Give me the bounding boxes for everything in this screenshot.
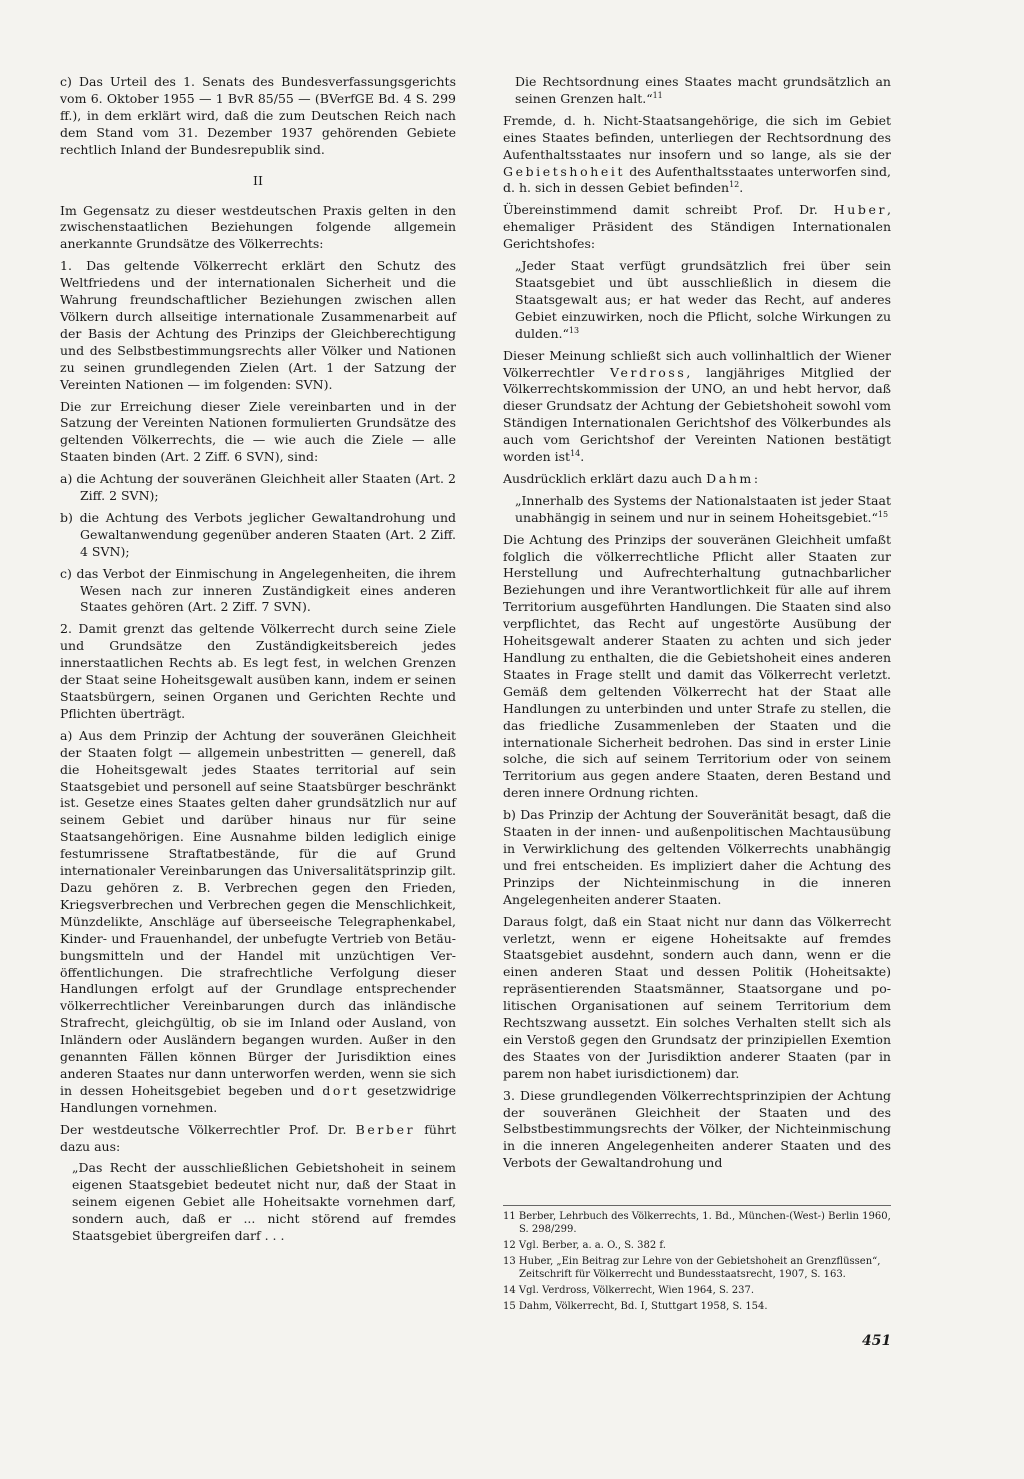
quote-continuation bbox=[503, 74, 891, 108]
paragraph-dahm-pre: Ausdrücklich erklärt dazu auch bbox=[503, 470, 703, 486]
paragraph-verdross: Dieser Meinung schließt sich auch vollinhaltlich der Wiener Völkerrechtler Verdross, langjähriges Mitglied der Völkerrechtskommission der UNO, an und hebt hervor, daß dieser Grundsatz der Achtung der Gebietshoheit sowohl vom Ständigen Internationalen Gerichtshof des Völkerbundes als auch vom Gerichtshof der Vereinten Nationen bestätigt worden ist$^{14}$. bbox=[503, 347, 892, 465]
paragraph-2a-end: gesetzwidrige Handlungen vornehmen. bbox=[60, 1082, 456, 1115]
paragraph-2a bbox=[60, 728, 456, 1117]
paragraph-berber-post: führt dazu aus: bbox=[60, 1121, 456, 1154]
paragraph-berber bbox=[60, 1122, 456, 1156]
footnote-ref-13: 13 bbox=[568, 325, 580, 335]
paragraph-c-urteil: c) Das Urteil des 1. Senats des Bundesverfassungsgerichts vom 6. Oktober 1955 — 1 BvR 85/55 — (BVerfGE Bd. 4 S. 299 ff.), in dem erklärt wird, daß die zum Deutschen Reich nach dem Stand vom 31. Dezember 1937 gehörenden Gebiete rechtlich Inland der Bundesrepublik sind. bbox=[60, 74, 456, 157]
paragraph-erreichung: Die zur Erreichung dieser Ziele vereinbarten und in der Satzung der Vereinten Nationen formulierten Grundsätze des geltenden Völkerrechts, die — wie auch die Ziele — alle Staaten binden (Art. 2 Ziff. 6 SVN), sind: bbox=[60, 398, 456, 465]
list-item-a: a) die Achtung der souveränen Gleichheit aller Staaten (Art. 2 Ziff. 2 SVN); bbox=[60, 471, 456, 504]
paragraph-verdross-post: , langjähriges Mitglied der Völkerrechtskommission der UNO, an und hebt hervor, daß dieser Grundsatz der Achtung der Gebietshoheit sowohl vom Ständigen Internationalen Gerichtshof des Völkerbundes als auch vom Gerichtshof der Vereinten Nationen bestätigt worden ist bbox=[503, 364, 892, 465]
paragraph-fremde-text: Fremde, d. h. Nicht-Staatsangehörige, die sich im Gebiet eines Staates befinden, unterliegen der Rechtsordnung des Aufenthaltsstaates nur insofern und so lange, als sie der bbox=[503, 112, 891, 162]
author-name-dahm: Dahm bbox=[706, 470, 754, 486]
paragraph-2a-text: a) Aus dem Prinzip der Achtung der souveränen Gleichheit der Staaten folgt — allgemein unbestritten — generell, daß die Hoheitsgewalt jedes Staates territorial auf sein Staatsgebiet und personell auf seine Staatsbürger beschränkt ist. Gesetze eines Staates gelten daher grundsätzlich nur auf seinem Gebiet und darüber hinaus nur für seine Staatsangehörigen. Eine Ausnahme bilden lediglich einige festumrissene Straftatbestände, für die auf Grund internationaler Vereinbarungen das Universalitätsprinzip gilt. Dazu gehören z. B. Verbrechen gegen den Frieden, Kriegsverbrechen und Verbrechen gegen die Menschlichkeit, Münzdelikte, Anschläge auf überseeische Telegraphenkabel, Kinder- und Frauenhandel, der unbefugte Vertrieb von Betäubungsmitteln und der Handel mit unzüchtigen Veröffentlichungen. Die strafrechtliche Verfolgung dieser Handlungen erfolgt auf der Grundlage entsprechender völkerrechtlicher Vereinbarungen durch das inländische Strafrecht, gleichgültig, ob sie im Inland oder Ausland, von Inländern oder Ausländern begangen wurden. Außer in den genannten Fällen können Bürger der Jurisdiktion eines anderen Staates nur dann unterworfen werden, wenn sie sich in dessen Hoheitsgebiet begeben und bbox=[60, 727, 456, 1098]
author-name-berber: Berber bbox=[355, 1121, 416, 1137]
list-item-c: c) das Verbot der Einmischung in Angelegenheiten, die ihrem Wesen nach zur inneren Zuständigkeit eines anderen Staates gehören (Art. 2 Ziff. 7 SVN). bbox=[60, 565, 456, 615]
footnote-12: 12 Vgl. Berber, a. a. O., S. 382 f. bbox=[503, 1240, 666, 1251]
author-name-verdross: Verdross bbox=[609, 364, 687, 380]
list-item-b: b) die Achtung des Verbots jeglicher Gewaltandrohung und Gewaltanwendung gegenüber anderen Staaten (Art. 2 Ziff. 4 SVN); bbox=[60, 509, 456, 559]
paragraph-1: 1. Das geltende Völkerrecht erklärt den Schutz des Weltfriedens und der internationalen Sicherheit und die Wahrung freundschaftlicher Beziehungen zwischen allen Völkern durch allseitige internationale Zusammenarbeit auf der Basis der Achtung des Prinzips der Gleichberechtigung und des Selbstbestimmungsrechts aller Völker und Nationen zu seinen grundlegenden Zielen (Art. 1 der Satzung der Vereinten Nationen — im folgenden: SVN). bbox=[60, 258, 456, 392]
footnotes bbox=[503, 1205, 891, 1316]
footnote-ref-15: 15 bbox=[877, 509, 889, 519]
paragraph-dahm bbox=[503, 471, 891, 488]
paragraph-achtung: Die Achtung des Prinzips der souveränen Gleichheit umfaßt folglich die völkerrechtliche Pflicht aller Staaten zur Herstellung und Aufrechterhaltung gutnachbarlicher Beziehungen und ihre Verantwortlichkeit für alle auf ihrem Territorium ausgeführten Handlungen. Die Staaten sind also verpflichtet, das Recht auf ungestörte Ausübung der Hoheitsgewalt anderer Staaten zu achten und sich jeder Handlung zu enthalten, die die Gebietshoheit eines anderen Staates in Frage stellt und damit das Völkerrecht verletzt. Gemäß dem geltenden Völkerrecht hat der Staat alle Handlungen zu unterbinden und unter Strafe zu stellen, die das friedliche Zusammenleben der Staaten und die internationale Sicherheit bedrohen. Das sind in erster Linie solche, die sich auf seinem Territorium oder von seinem Territorium aus gegen andere Staaten, deren Bestand und deren innere Ordnung richten. bbox=[503, 531, 891, 801]
paragraph-daraus: Daraus folgt, daß ein Staat nicht nur dann das Völkerrecht verletzt, wenn er eigene Hoheitsakte auf fremdes Staatsgebiet ausdehnt, sondern auch dann, wenn er die einen anderen Staat und dessen Politik (Hoheitsakte) repräsentierenden Staatsmänner, Staatsorgane und politischen Organisationen auf seinem Territorium dem Rechtszwang aussetzt. Ein solches Verhalten stellt sich als ein Verstoß gegen den Grundsatz der prinzipiellen Exemtion des Staates von der Jurisdiktion anderer Staaten (par in parem non habet iurisdictionem) dar. bbox=[503, 913, 891, 1081]
paragraph-fremde-end: des Aufenthaltsstaates unterworfen sind, d. h. sich in dessen Gebiet befinden bbox=[503, 163, 891, 196]
right-column bbox=[503, 74, 891, 1172]
left-column bbox=[60, 74, 456, 1245]
page-number: 451 bbox=[862, 1333, 892, 1349]
footnote-14: 14 Vgl. Verdross, Völkerrecht, Wien 1964, S. 237. bbox=[503, 1285, 755, 1296]
paragraph-intro: Im Gegensatz zu dieser westdeutschen Praxis gelten in den zwischenstaatlichen Beziehungen folgende allgemein anerkannte Grundsätze des Völkerrechts: bbox=[60, 202, 456, 252]
paragraph-3: 3. Diese grundlegenden Völkerrechtsprinzipien der Achtung der souveränen Gleichheit der Staaten und des Selbstbestimmungsrechts der Völker, der Nichteinmischung in die inneren Angelegenheiten anderer Staaten und des Verbots der Gewaltandrohung und bbox=[503, 1087, 891, 1171]
paragraph-b: b) Das Prinzip der Achtung der Souveränität besagt, daß die Staaten in der innen- und außenpolitischen Machtausübung in Verwirklichung des geltenden Völkerrechts unabhängig und frei entscheiden. Es impliziert daher die Achtung des Prinzips der Nichteinmischung in die inneren Angelegenheiten anderer Staaten. bbox=[503, 807, 891, 907]
quote-dahm bbox=[503, 493, 891, 527]
paragraph-huber-pre: Übereinstimmend damit schreibt Prof. Dr. bbox=[503, 202, 818, 218]
paragraph-huber-post: , ehemaliger Präsident des Ständigen Internationalen Gerichtshofes: bbox=[503, 202, 891, 252]
quote-dahm-text: „Innerhalb des Systems der Nationalstaaten ist jeder Staat unabhängig in seinem und nur in seinem Hoheitsgebiet.“ bbox=[515, 492, 891, 525]
quote-berber: „Das Recht der ausschließlichen Gebietshoheit in seinem eigenen Staatsgebiet bedeutet nicht nur, daß der Staat in seinem eigenen Gebiet alle Hoheitsakte vornehmen darf, sondern auch, daß er ... nicht störend auf fremdes Staatsgebiet übergreifen darf . . . bbox=[72, 1160, 456, 1244]
footnote-15: 15 Dahm, Völkerrecht, Bd. I, Stuttgart 1958, S. 154. bbox=[503, 1301, 768, 1312]
paragraph-fremde: Fremde, d. h. Nicht-Staatsangehörige, die sich im Gebiet eines Staates befinden, unterliegen der Rechtsordnung des Aufenthaltsstaates nur insofern und so lange, als sie der Gebietshoheit des Aufenthaltsstaates unterworfen sind, d. h. sich in dessen Gebiet befinden$^{12}$. bbox=[503, 112, 891, 196]
paragraph-huber bbox=[503, 202, 891, 253]
section-heading: II bbox=[253, 172, 263, 188]
paragraph-berber-pre: Der westdeutsche Völkerrechtler Prof. Dr. bbox=[60, 1121, 347, 1137]
spaced-word-dort: dort bbox=[322, 1082, 360, 1098]
paragraph-dahm-post: : bbox=[753, 470, 759, 486]
footnote-ref-14: 14 bbox=[570, 448, 581, 458]
footnote-13: 13 Huber, „Ein Beitrag zur Lehre von der Gebietshoheit an Grenzflüssen“, Zeitschrift für Völkerrecht und Bundesstaatsrecht, 1907, S. 163. bbox=[503, 1256, 881, 1280]
paragraph-2: 2. Damit grenzt das geltende Völkerrecht durch seine Ziele und Grundsätze den Zuständigkeitsbereich jedes innerstaatlichen Rechts ab. Es legt fest, in welchen Grenzen der Staat seine Hoheitsgewalt ausüben kann, indem er seinen Staatsbürgern, seinen Organen und Gerichten Rechte und Pflichten überträgt. bbox=[60, 621, 456, 721]
footnote-11: 11 Berber, Lehrbuch des Völkerrechts, 1. Bd., München-(West-) Berlin 1960, S. 298/299. bbox=[503, 1211, 891, 1235]
quote-continuation-text: Die Rechtsordnung eines Staates macht grundsätzlich an seinen Grenzen halt.“ bbox=[515, 74, 891, 106]
spaced-word-gebietshoheit: Gebietshoheit bbox=[503, 163, 626, 179]
footnote-ref-11: 11 bbox=[652, 90, 663, 100]
paragraph-verdross-pre: Dieser Meinung schließt sich auch vollinhaltlich der Wiener Völkerrechtler bbox=[503, 347, 891, 380]
quote-huber bbox=[503, 258, 891, 343]
quote-huber-text: „Jeder Staat verfügt grundsätzlich frei über sein Staatsgebiet und übt ausschließlich in diesem die Staatsgewalt aus; er hat weder das Recht, auf anderes Gebiet einzuwirken, noch die Pflicht, solche Wirkungen zu dulden.“ bbox=[515, 258, 891, 341]
footnote-ref-12: 12 bbox=[729, 180, 740, 190]
author-name-huber: Huber bbox=[833, 202, 888, 218]
